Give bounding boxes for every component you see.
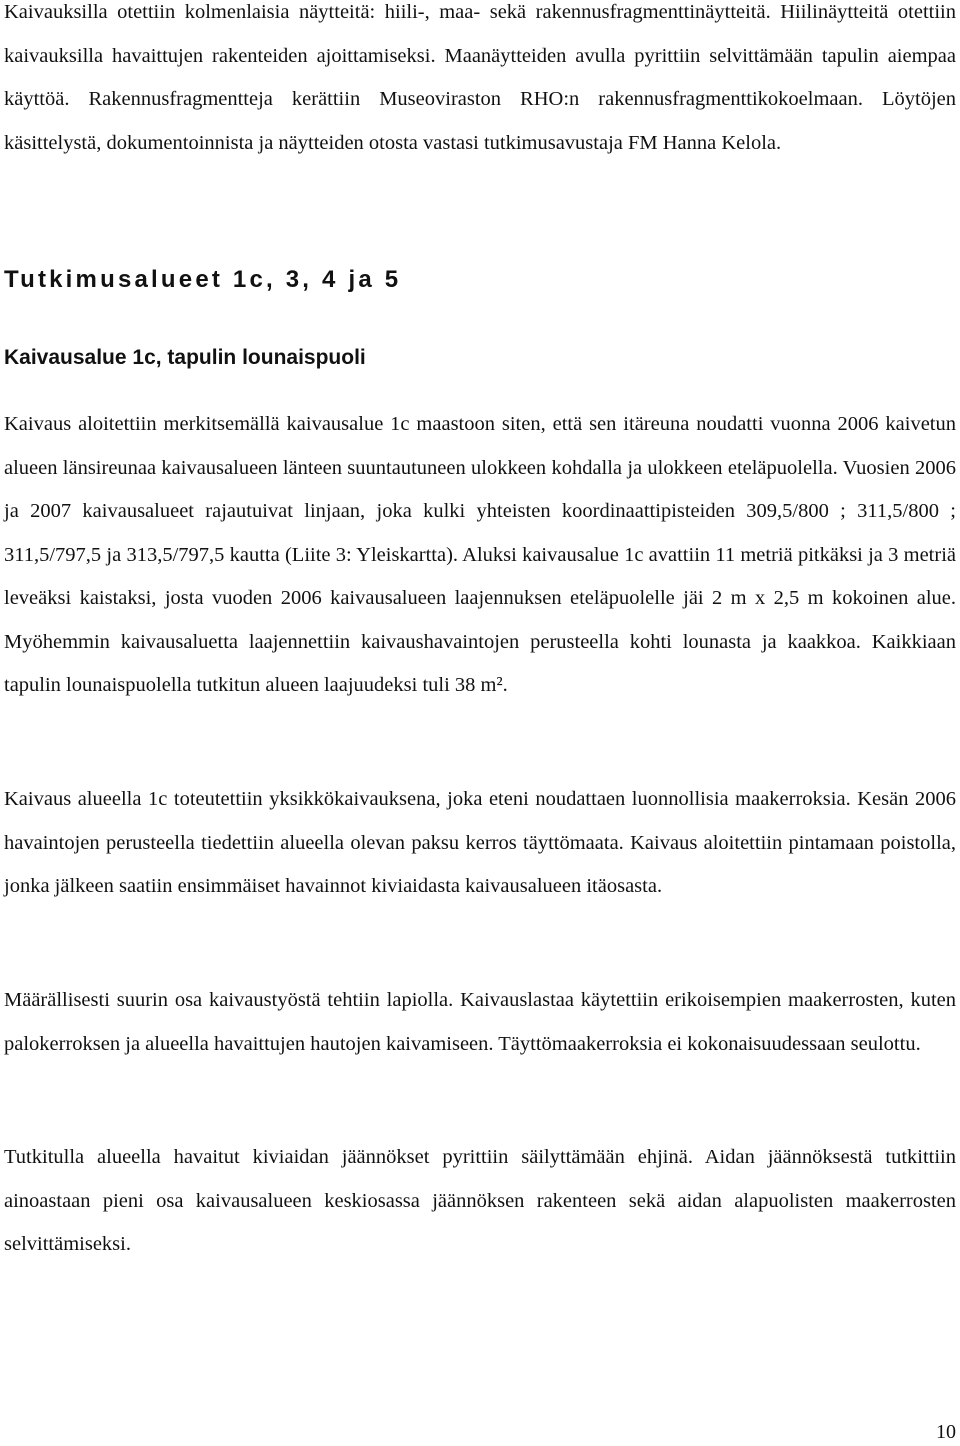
body-paragraph-excavation-start: Kaivaus aloitettiin merkitsemällä kaivausalue 1c maastoon siten, että sen itäreuna noudatti vuonna 2006 kaivetun alueen länsireunaa kaivausalueen länteen suuntautuneen ulokkeen kohdalla ja ulokkeen eteläpuolella. Vuosien 2006 ja 2007 kaivausalueet rajautuivat linjaan, joka kulki yhteisten koordinaattipisteiden 309,5/800 ; 311,5/800 ; 311,5/797,5 ja 313,5/797,5 kautta (Liite 3: Yleiskartta). Aluksi kaivausalue 1c avattiin 11 metriä pitkäksi ja 3 metriä leveäksi kaistaksi, josta vuoden 2006 kaivausalueen laajennuksen eteläpuolelle jäi 2 m x 2,5 m kokoinen alue. Myöhemmin kaivausaluetta laajennettiin kaivaushavaintojen perusteella kohti lounasta ja kaakkoa. Kaikkiaan tapulin lounaispuolella tutkitun alueen laajuudeksi tuli 38 m². xyxy=(4,413,956,696)
body-paragraph-unit-excavation: Kaivaus alueella 1c toteutettiin yksikkökaivauksena, joka eteni noudattaen luonnollisia maakerroksia. Kesän 2006 havaintojen perusteella tiedettiin alueella olevan paksu kerros täyttömaata. Kaivaus aloitettiin pintamaan poistolla, jonka jälkeen saatiin ensimmäiset havainnot kiviaidasta kaivausalueen itäosasta. xyxy=(4,788,956,897)
body-paragraph-stone-fence: Tutkitulla alueella havaitut kiviaidan jäännökset pyrittiin säilyttämään ehjinä. Aidan jäännöksestä tutkittiin ainoastaan pieni osa kaivausalueen keskiosassa jäännöksen rakenteen sekä aidan alapuolisten maakerrosten selvittämiseksi. xyxy=(4,1146,956,1255)
subsection-heading: Kaivausalue 1c, tapulin lounaispuoli xyxy=(4,346,366,369)
body-paragraph-tools: Määrällisesti suurin osa kaivaustyöstä tehtiin lapiolla. Kaivauslastaa käytettiin erikoisempien maakerrosten, kuten palokerroksen ja alueella havaittujen hautojen kaivamiseen. Täyttömaakerroksia ei kokonaisuudessaan seulottu. xyxy=(4,989,956,1055)
intro-paragraph: Kaivauksilla otettiin kolmenlaisia näytteitä: hiili-, maa- sekä rakennusfragmenttinäytteitä. Hiilinäytteitä otettiin kaivauksilla havaittujen rakenteiden ajoittamiseksi. Maanäytteiden avulla pyrittiin selvittämään tapulin aiempaa käyttöä. Rakennusfragmentteja kerättiin Museoviraston RHO:n rakennusfragmenttikokoelmaan. Löytöjen käsittelystä, dokumentoinnista ja näytteiden otosta vastasi tutkimusavustaja FM Hanna Kelola. xyxy=(4,1,956,154)
section-heading: Tutkimusalueet 1c, 3, 4 ja 5 xyxy=(4,266,402,293)
page-number: 10 xyxy=(936,1421,956,1443)
